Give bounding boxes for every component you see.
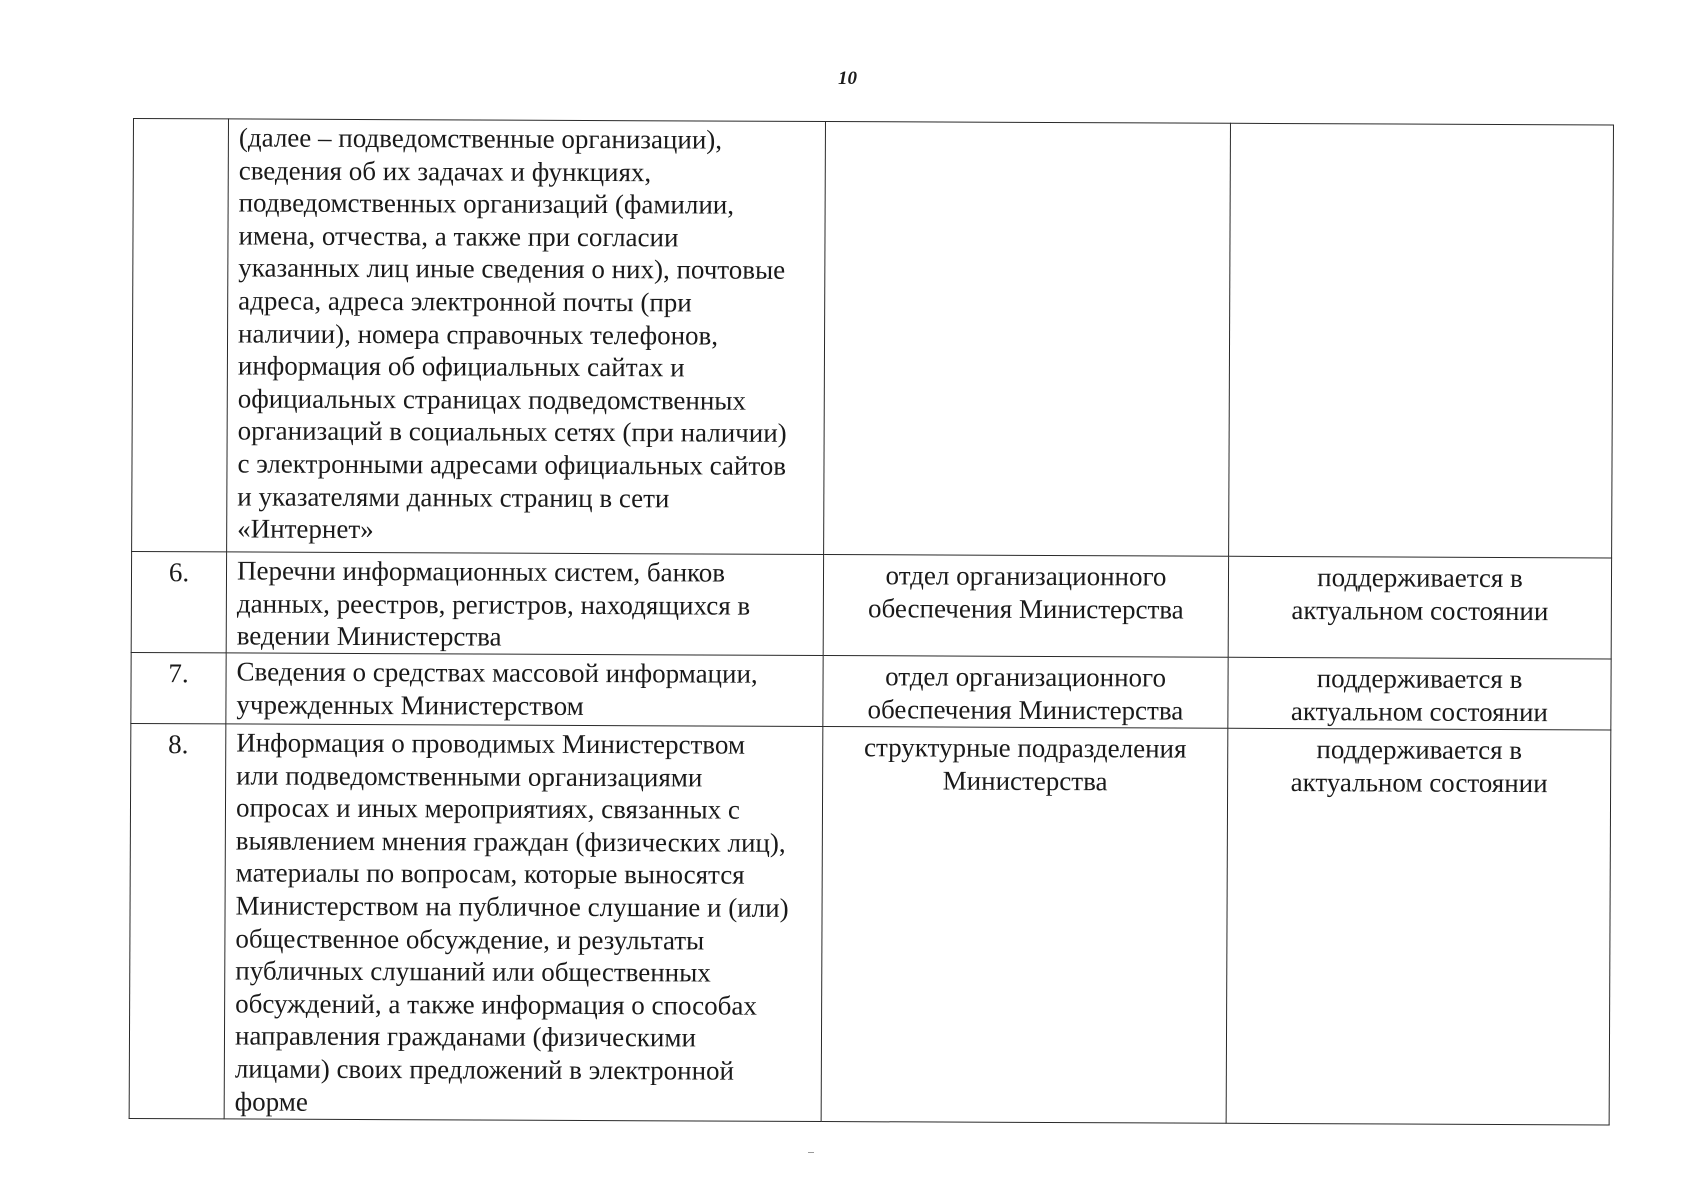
update-term: поддерживается в актуальном состоянии	[1290, 663, 1548, 727]
information-description-cell	[226, 552, 823, 656]
row-number: 6.	[168, 557, 190, 588]
information-description: Информация о проводимых Министерством или подведомственными организациями опросах и иных мероприятиях, связанных с выявлением мнения граждан (физических лиц), материалы по вопросам, которые выносятся Министерством на публичное слушание и (или) общественное обсуждение, и результаты публичных слушаний или общественных обсуждений, а также информация о способах направления гражданами (физическими лицами) своих предложений в электронной форме	[234, 727, 789, 1117]
table-row	[131, 652, 1611, 729]
responsible-unit-cell	[823, 555, 1228, 658]
responsible-unit-cell	[821, 727, 1228, 1124]
responsible-unit-cell	[823, 656, 1228, 729]
information-description-cell	[227, 119, 826, 555]
update-term-cell	[1228, 556, 1611, 659]
responsible-unit: отдел организационного обеспечения Министерства	[867, 661, 1184, 726]
update-term: поддерживается в актуальном состоянии	[1290, 734, 1548, 798]
update-term: поддерживается в актуальном состоянии	[1291, 562, 1549, 626]
information-description: Перечни информационных систем, банков данных, реестров, регистров, находящихся в ведении Министерства	[236, 555, 751, 652]
row-number: 7.	[168, 658, 189, 689]
table-row-continuation	[132, 119, 1614, 558]
update-term-cell	[1228, 657, 1611, 730]
responsible-unit: структурные подразделения Министерства	[864, 732, 1187, 796]
update-term-cell	[1229, 123, 1614, 558]
row-number: 8.	[168, 729, 189, 760]
information-description: (далее – подведомственные организации), сведения об их задачах и функциях, подведомственных организаций (фамилии, имена, отчества, а также при согласии указанных лиц иные сведения о них), почтовые адреса, адреса электронной почты (при наличии), номера справочных телефонов, информация об официальных сайтах и официальных страницах подведомственных организаций в социальных сетях (при наличии) с электронными адресами официальных сайтов и указателями данных страниц в сети «Интернет»	[237, 122, 787, 545]
update-term-cell	[1226, 728, 1611, 1125]
information-description: Сведения о средствах массовой информации, учрежденных Министерством	[236, 656, 758, 721]
row-number-cell	[131, 652, 226, 723]
row-number-cell	[131, 551, 226, 652]
responsible-unit-cell	[824, 122, 1231, 557]
table-row	[129, 723, 1611, 1124]
table-row	[131, 551, 1611, 658]
information-table	[129, 118, 1614, 1125]
information-description-cell	[224, 724, 823, 1122]
row-number-cell	[129, 723, 226, 1118]
scan-speck	[808, 1152, 814, 1153]
row-number-cell	[132, 119, 229, 552]
page-number: 10	[838, 68, 857, 89]
information-description-cell	[226, 653, 823, 727]
responsible-unit: отдел организационного обеспечения Министерства	[867, 560, 1184, 625]
